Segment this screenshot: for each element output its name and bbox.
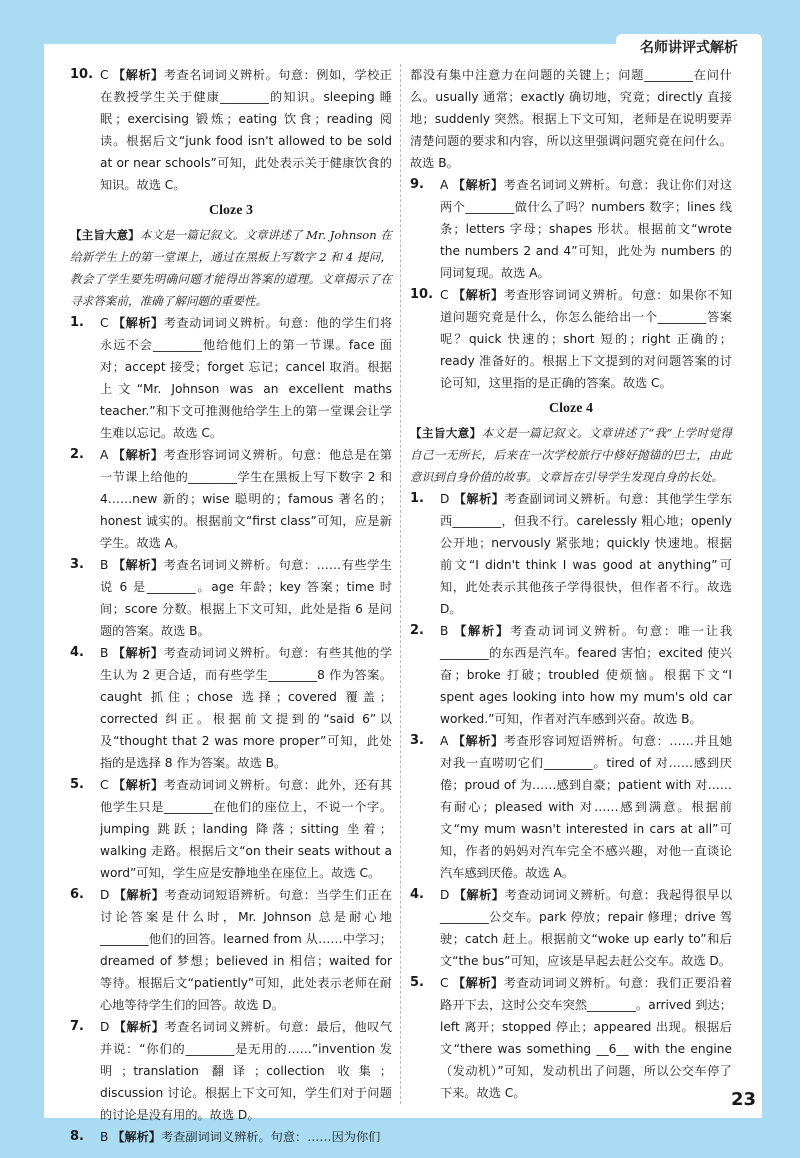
- answer-item: [410, 620, 732, 730]
- item-tag: 【解析】: [112, 1130, 161, 1144]
- right-margin-band: [762, 44, 800, 1158]
- answer-item: [410, 884, 732, 972]
- item-tag: 【解析】: [113, 1020, 165, 1034]
- item-number: 1.: [70, 315, 84, 330]
- item-tag: 【解析】: [452, 288, 504, 302]
- item-tag: 【解析】: [452, 178, 504, 192]
- answer-item: [70, 774, 392, 884]
- item-answer: C: [100, 778, 109, 792]
- item-tag: 【解析】: [452, 734, 504, 748]
- item-text: 考查副词词义辨析。句意：……因为你们: [161, 1130, 381, 1144]
- section-title: Cloze 4: [549, 401, 593, 416]
- item-text: 考查形容词词义辨析。句意：如果你不知道问题究竟是什么，你怎么能给出一个________答案呢？quick 快速的；short 短的；right 正确的；ready 准备好的。根据上下文提到的对问题答案的讨论可知，这里指的是正确的答案。故选 C。: [440, 288, 733, 390]
- answer-list: [70, 312, 392, 1148]
- answer-item: [410, 972, 732, 1104]
- answer-item: [410, 174, 732, 284]
- item-answer: C: [100, 68, 109, 82]
- item-number: 6.: [70, 887, 84, 902]
- item-text: 考查动词短语辨析。句意：当学生们正在讨论答案是什么时，Mr. Johnson 总是耐心地________他们的回答。learned from 从……中学习；dreamed of 梦想；believed in 相信；waited for 等待。根据后文“patiently”可知，此处表示老师在耐心地等待学生们的回答。故选 D。: [100, 888, 393, 1012]
- continued-text: 都没有集中注意力在问题的关键上；问题________在问什么。usually 通常；exactly 确切地，究竟；directly 直接地；suddenly 突然。根据上下文可知，老师是在说明要弄清楚问题的要求和内容，所以这里强调问题究竟在问什么。故选 B。: [410, 68, 732, 170]
- item-number: 8.: [70, 1129, 84, 1144]
- item-text: 考查名词词义辨析。句意：……有些学生说 6 是________。age 年龄；key 答案；time 时间；score 分数。根据上下文可知，此处是指 6 是问题的答案。故选 B。: [100, 558, 393, 638]
- item-text: 考查动词词义辨析。句意：我们正要沿着路开下去，这时公交车突然________。arrived 到达；left 离开；stopped 停止；appeared 出现。根据后文“there was something __6__ with the engine（发动机）”可知，发动机出了问题，所以公交车停了下来。故选 C。: [440, 976, 733, 1100]
- item-tag: 【解析】: [112, 558, 164, 572]
- section-title: Cloze 3: [209, 203, 253, 218]
- item-text: 考查动词词义辨析。句意：他的学生们将永远不会________他给他们上的第一节课。face 面对；accept 接受；forget 忘记；cancel 取消。根据上文“Mr. Johnson was an excellent maths teacher.”和下文可推测他给学生上的第一堂课会让学生难以忘记。故选 C。: [100, 316, 393, 440]
- item-tag: 【解析】: [454, 624, 511, 638]
- item-text: 考查副词词义辨析。句意：其他学生学东西________，但我不行。carelessly 粗心地；openly 公开地；nervously 紧张地；quickly 快速地。根据前文“I didn't think I was good at anything”可知，此处表示其他孩子学得很快，但作者不行。故选 D。: [440, 492, 733, 616]
- item-text: 考查名词词义辨析。句意：例如，学校正在教授学生关于健康________的知识。sleeping 睡眠；exercising 锻炼；eating 饮食；reading 阅读。根据后文“junk food isn't allowed to be sold at or near schools”可知，此处表示关于健康饮食的知识。故选 C。: [100, 68, 393, 192]
- item-text: 考查形容词短语辨析。句意：……并且她对我一直唠叨它们________。tired of 对……感到厌倦；proud of 为……感到自豪；patient with 对……有耐心；pleased with 对……感到满意。根据前文“my mum wasn't interested in cars at all”可知，作者的妈妈对汽车完全不感兴趣，对他一直谈论汽车感到厌倦。故选 A。: [440, 734, 733, 880]
- summary-tag: 【主旨大意】: [410, 426, 482, 440]
- item-tag: 【解析】: [112, 448, 164, 462]
- item-number: 4.: [70, 645, 84, 660]
- section-tab: [616, 34, 762, 62]
- item-tag: 【解析】: [452, 976, 504, 990]
- answer-item: [70, 64, 392, 196]
- answer-item: [410, 488, 732, 620]
- item-tag: 【解析】: [112, 646, 164, 660]
- item-text: 考查名词词义辨析。句意：最后，他叹气并说：“你们的________是无用的……”invention 发明；translation 翻译；collection 收集；discussion 讨论。根据上下文可知，学生们对于问题的讨论是没有用的。故选 D。: [100, 1020, 393, 1122]
- answer-item: [70, 1016, 392, 1126]
- item-number: 2.: [410, 623, 424, 638]
- column-divider: [400, 64, 401, 1104]
- answer-item: [70, 554, 392, 642]
- item-text: 考查形容词词义辨析。句意：他总是在第一节课上给他的________学生在黑板上写下数字 2 和 4……new 新的；wise 聪明的；famous 著名的；honest 诚实的。根据前文“first class”可知，应是新学生。故选 A。: [100, 448, 393, 550]
- item-text: 考查动词词义辨析。句意：我起得很早以________公交车。park 停放；repair 修理；drive 驾驶；catch 赶上。根据前文“woke up early to”和后文“the bus”可知，应该是早起去赶公交车。故选 D。: [440, 888, 733, 968]
- item-answer: D: [100, 888, 110, 902]
- item-tag: 【解析】: [453, 492, 505, 506]
- answer-item: [70, 642, 392, 774]
- answer-item: [70, 312, 392, 444]
- item-answer: D: [440, 492, 450, 506]
- item-answer: B: [100, 646, 109, 660]
- item-answer: C: [100, 316, 109, 330]
- item-text: 考查动词词义辨析。句意：此外，还有其他学生只是________在他们的座位上，不说一个字。jumping 跳跃；landing 降落；sitting 坐着；walking 走路。根据后文“on their seats without a word”可知，学生应是安静地坐在座位上。故选 C。: [100, 778, 393, 880]
- item-tag: 【解析】: [112, 778, 164, 792]
- item-tag: 【解析】: [112, 316, 164, 330]
- item-number: 10.: [410, 287, 434, 302]
- item-number: 7.: [70, 1019, 84, 1034]
- item-text: 考查动词词义辨析。句意：唯一让我________的东西是汽车。feared 害怕；excited 使兴奋；broke 打破；troubled 使烦恼。根据下文“I spent ages looking into how my mum's old car worked.”可知，作者对汽车感到兴奋。故选 B。: [440, 624, 733, 726]
- item-tag: 【解析】: [113, 888, 165, 902]
- answer-item: [410, 284, 732, 394]
- answer-list: [410, 174, 732, 394]
- item-answer: D: [440, 888, 450, 902]
- left-column: [70, 64, 392, 1148]
- item-number: 2.: [70, 447, 84, 462]
- item-number: 3.: [70, 557, 84, 572]
- item-answer: A: [100, 448, 109, 462]
- item-number: 5.: [70, 777, 84, 792]
- item-number: 3.: [410, 733, 424, 748]
- item-answer: D: [100, 1020, 110, 1034]
- right-column: [410, 64, 732, 1104]
- item-number: 10.: [70, 67, 94, 82]
- summary-text: 本文是一篇记叙文。文章讲述了“我”上学时觉得自己一无所长，后来在一次学校旅行中修好抛锚的巴士，由此意识到自身价值的故事。文章旨在引导学生发现自身的长处。: [410, 426, 732, 484]
- answer-item: [70, 1126, 392, 1148]
- summary-tag: 【主旨大意】: [70, 228, 140, 242]
- item-number: 4.: [410, 887, 424, 902]
- answer-item: [70, 444, 392, 554]
- item-number: 1.: [410, 491, 424, 506]
- item-tag: 【解析】: [112, 68, 164, 82]
- item-number: 9.: [410, 177, 424, 192]
- item-answer: C: [440, 288, 449, 302]
- item-answer: B: [100, 558, 109, 572]
- summary-text: 本文是一篇记叙文。文章讲述了 Mr. Johnson 在给新学生上的第一堂课上，通过在黑板上写数字 2 和 4 提问，教会了学生要先明确问题才能得出答案的道理。文章揭示了在寻求答案前，准确了解问题的重要性。: [70, 228, 392, 308]
- item-tag: 【解析】: [453, 888, 505, 902]
- item-answer: B: [440, 624, 449, 638]
- item-text: 考查名词词义辨析。句意：我让你们对这两个________做什么了吗？numbers 数字；lines 线条；letters 字母；shapes 形状。根据前文“wrote the numbers 2 and 4”可知，此处为 numbers 的同词复现。故选 A。: [440, 178, 733, 280]
- answer-item: [410, 730, 732, 884]
- item-text: 考查动词词义辨析。句意：有些其他的学生认为 2 更合适，而有些学生________8 作为答案。caught 抓住；chose 选择；covered 覆盖；corrected 纠正。根据前文提到的“said 6”以及“thought that 2 was more proper”可知，此处指的是选择 8 作为答案。故选 B。: [100, 646, 393, 770]
- page-number: 23: [730, 1089, 756, 1110]
- item-answer: A: [440, 734, 449, 748]
- item-answer: B: [100, 1130, 109, 1144]
- item-answer: C: [440, 976, 449, 990]
- answer-item: [70, 884, 392, 1016]
- summary-paragraph: [70, 224, 392, 312]
- item-number: 5.: [410, 975, 424, 990]
- left-margin-band: [0, 44, 44, 1158]
- section-tab-label: 名师讲评式解析: [640, 40, 738, 56]
- answer-list: [410, 488, 732, 1104]
- summary-paragraph: [410, 422, 732, 488]
- item-answer: A: [440, 178, 449, 192]
